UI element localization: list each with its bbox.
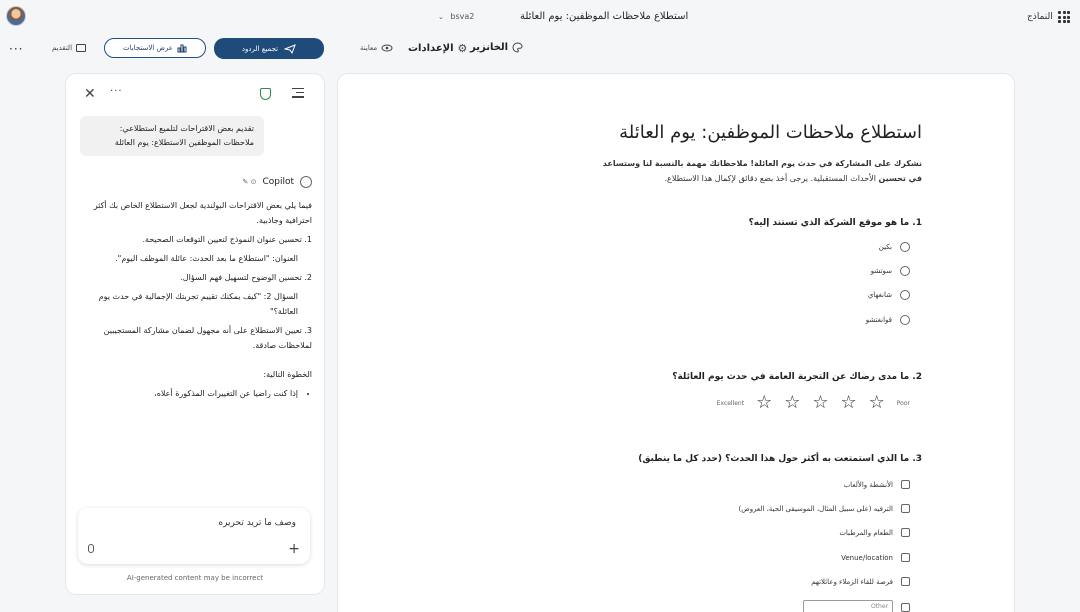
prompt-input[interactable]: وصف ما تريد تحريره xyxy=(218,518,296,528)
checkbox[interactable] xyxy=(901,528,910,537)
radio-button[interactable] xyxy=(900,315,910,325)
window-title: استطلاع ملاحظات الموظفين: يوم العائلة xyxy=(520,11,689,22)
option-label: الأنشطة والألعاب xyxy=(843,480,893,489)
q1-option[interactable] xyxy=(879,242,910,252)
copilot-header xyxy=(66,74,324,114)
response-item-2-detail: السؤال 2: "كيف يمكنك تقييم تجربتك الإجمالية في حدث يوم العائلة؟" xyxy=(98,292,298,316)
more-options-icon[interactable]: ··· xyxy=(9,42,24,56)
settings-tab[interactable] xyxy=(408,42,467,55)
chart-icon xyxy=(177,43,187,53)
user-avatar[interactable] xyxy=(6,6,26,26)
q3-option[interactable] xyxy=(811,577,910,586)
ai-disclaimer: AI-generated content may be incorrect xyxy=(126,574,264,582)
more-options-icon[interactable]: ··· xyxy=(110,86,123,97)
response-item-3: 3. تعيين الاستطلاع على أنه مجهول لضمان مشاركة المستجيبين لملاحظات صادقة. xyxy=(103,326,312,350)
themes-label: الخانزير xyxy=(470,42,509,53)
version-selector[interactable] xyxy=(438,12,474,21)
title-bar xyxy=(0,0,1080,34)
option-label: سوتشو xyxy=(870,267,892,275)
checkbox[interactable] xyxy=(901,553,910,562)
q3-option[interactable] xyxy=(844,480,910,489)
radio-button[interactable] xyxy=(900,290,910,300)
form-canvas xyxy=(338,74,1014,612)
copilot-prompt-box[interactable] xyxy=(78,508,310,564)
star-icon[interactable]: ☆ xyxy=(812,392,829,413)
themes-tab[interactable] xyxy=(470,42,523,53)
q3-option-other[interactable] xyxy=(803,600,910,612)
form-toolbar xyxy=(0,34,1080,66)
option-label: الطعام والمرطبات xyxy=(839,528,893,537)
checkbox[interactable] xyxy=(901,603,910,612)
checkbox[interactable] xyxy=(901,504,910,513)
form-content xyxy=(338,74,1014,612)
next-step-heading: الخطوة التالية: xyxy=(263,370,312,379)
monitor-icon xyxy=(76,44,86,52)
checkbox[interactable] xyxy=(901,480,910,489)
option-label: شانغهاي xyxy=(867,291,892,299)
view-responses-button[interactable] xyxy=(104,38,206,58)
send-icon xyxy=(284,44,296,54)
chevron-down-icon: ⌄ xyxy=(438,13,444,21)
response-intro: فيما يلي بعض الاقتراحات البولندية لجعل الاستطلاع الخاص بك أكثر احترافية وجاذبية. xyxy=(93,201,312,225)
copilot-logo-icon xyxy=(300,176,312,188)
form-title[interactable]: استطلاع ملاحظات الموظفين: يوم العائلة xyxy=(619,122,922,143)
copilot-panel xyxy=(66,74,324,594)
settings-label: الإعدادات xyxy=(408,43,454,54)
q3-option[interactable] xyxy=(841,553,910,562)
q1-option[interactable] xyxy=(871,266,910,276)
q1-option[interactable] xyxy=(868,290,910,300)
shield-icon xyxy=(260,88,271,100)
palette-icon xyxy=(512,42,523,53)
copilot-brand xyxy=(66,176,312,188)
star-icon[interactable]: ☆ xyxy=(840,392,857,413)
microphone-icon[interactable] xyxy=(88,544,94,553)
copilot-name: Copilot xyxy=(262,177,294,187)
app-launcher-icon[interactable] xyxy=(1058,11,1070,23)
question-2-title[interactable]: 2. ما مدى رضاك عن التجربة العامة في حدث يوم العائلة؟ xyxy=(672,372,922,382)
collect-responses-button[interactable] xyxy=(214,38,324,59)
sparkle-icon: ⊙ ✎ xyxy=(242,178,257,186)
add-icon[interactable]: + xyxy=(288,541,300,557)
response-item-1-detail: العنوان: "استطلاع ما بعد الحدث: عائلة الموظف اليوم". xyxy=(115,254,298,263)
present-button[interactable] xyxy=(52,44,86,52)
option-label: بكين xyxy=(878,243,892,251)
next-step-list xyxy=(80,386,312,401)
option-label: الترفيه (على سبيل المثال، الموسيقى الحية، العروض) xyxy=(738,504,893,513)
q3-option[interactable] xyxy=(839,528,910,537)
response-item-1: 1. تحسين عنوان النموذج لتعيين التوقعات الصحيحة. xyxy=(142,235,312,244)
present-label: التقديم xyxy=(52,44,73,52)
star-icon[interactable]: ☆ xyxy=(756,392,773,413)
preview-label: معاينة xyxy=(360,44,378,52)
option-label: قوانغتشو xyxy=(865,316,892,324)
collect-responses-label: تجميع الردود xyxy=(241,44,279,53)
response-item-2: 2. تحسين الوضوح لتسهيل فهم السؤال. xyxy=(180,273,312,282)
star-icon[interactable]: ☆ xyxy=(868,392,885,413)
rating-high-label: Excellent xyxy=(716,399,745,407)
form-description-bold: نشكرك على المشاركة في حدث يوم العائلة! ملاحظاتك مهمة بالنسبة لنا وستساعد في تحسين xyxy=(602,159,922,183)
other-input[interactable]: Other xyxy=(803,600,893,612)
q1-option[interactable] xyxy=(866,315,910,325)
eye-icon xyxy=(381,44,393,52)
view-responses-label: عرض الاستجابات xyxy=(123,44,173,52)
copilot-conversation[interactable] xyxy=(66,114,324,504)
question-1-title[interactable]: 1. ما هو موقع الشركة الذي تستند إليه؟ xyxy=(748,218,922,228)
star-rating[interactable] xyxy=(717,394,910,412)
star-icon[interactable]: ☆ xyxy=(784,392,801,413)
checkbox[interactable] xyxy=(901,577,910,586)
version-label: bsva2 xyxy=(450,12,475,21)
copilot-response xyxy=(80,198,312,401)
q3-option[interactable] xyxy=(739,504,911,513)
question-3-title[interactable]: 3. ما الذي استمتعت به أكثر حول هذا الحدث؟ (حدد كل ما ينطبق) xyxy=(638,454,922,464)
option-label: فرصة للقاء الزملاء وعائلاتهم xyxy=(811,577,893,586)
option-label: Venue/location xyxy=(841,553,893,562)
radio-button[interactable] xyxy=(900,242,910,252)
preview-button[interactable] xyxy=(360,44,393,52)
gear-icon: ⚙ xyxy=(457,42,468,55)
user-message: تقديم بعض الاقتراحات لتلميع استطلاعي: ملاحظات الموظفين الاستطلاع: يوم العائلة xyxy=(80,116,264,156)
app-name[interactable]: النماذج xyxy=(1027,12,1053,22)
form-description-rest: الأحداث المستقبلية. يرجى أخذ بضع دقائق لإكمال هذا الاستطلاع. xyxy=(664,174,876,183)
radio-button[interactable] xyxy=(900,266,910,276)
close-icon[interactable]: ✕ xyxy=(84,86,96,102)
menu-icon[interactable] xyxy=(292,88,304,98)
rating-low-label: Poor xyxy=(896,399,910,407)
next-step-item: • إذا كنت راضيا عن التغييرات المذكورة أعلاه، xyxy=(80,386,298,401)
form-description[interactable] xyxy=(592,156,922,186)
